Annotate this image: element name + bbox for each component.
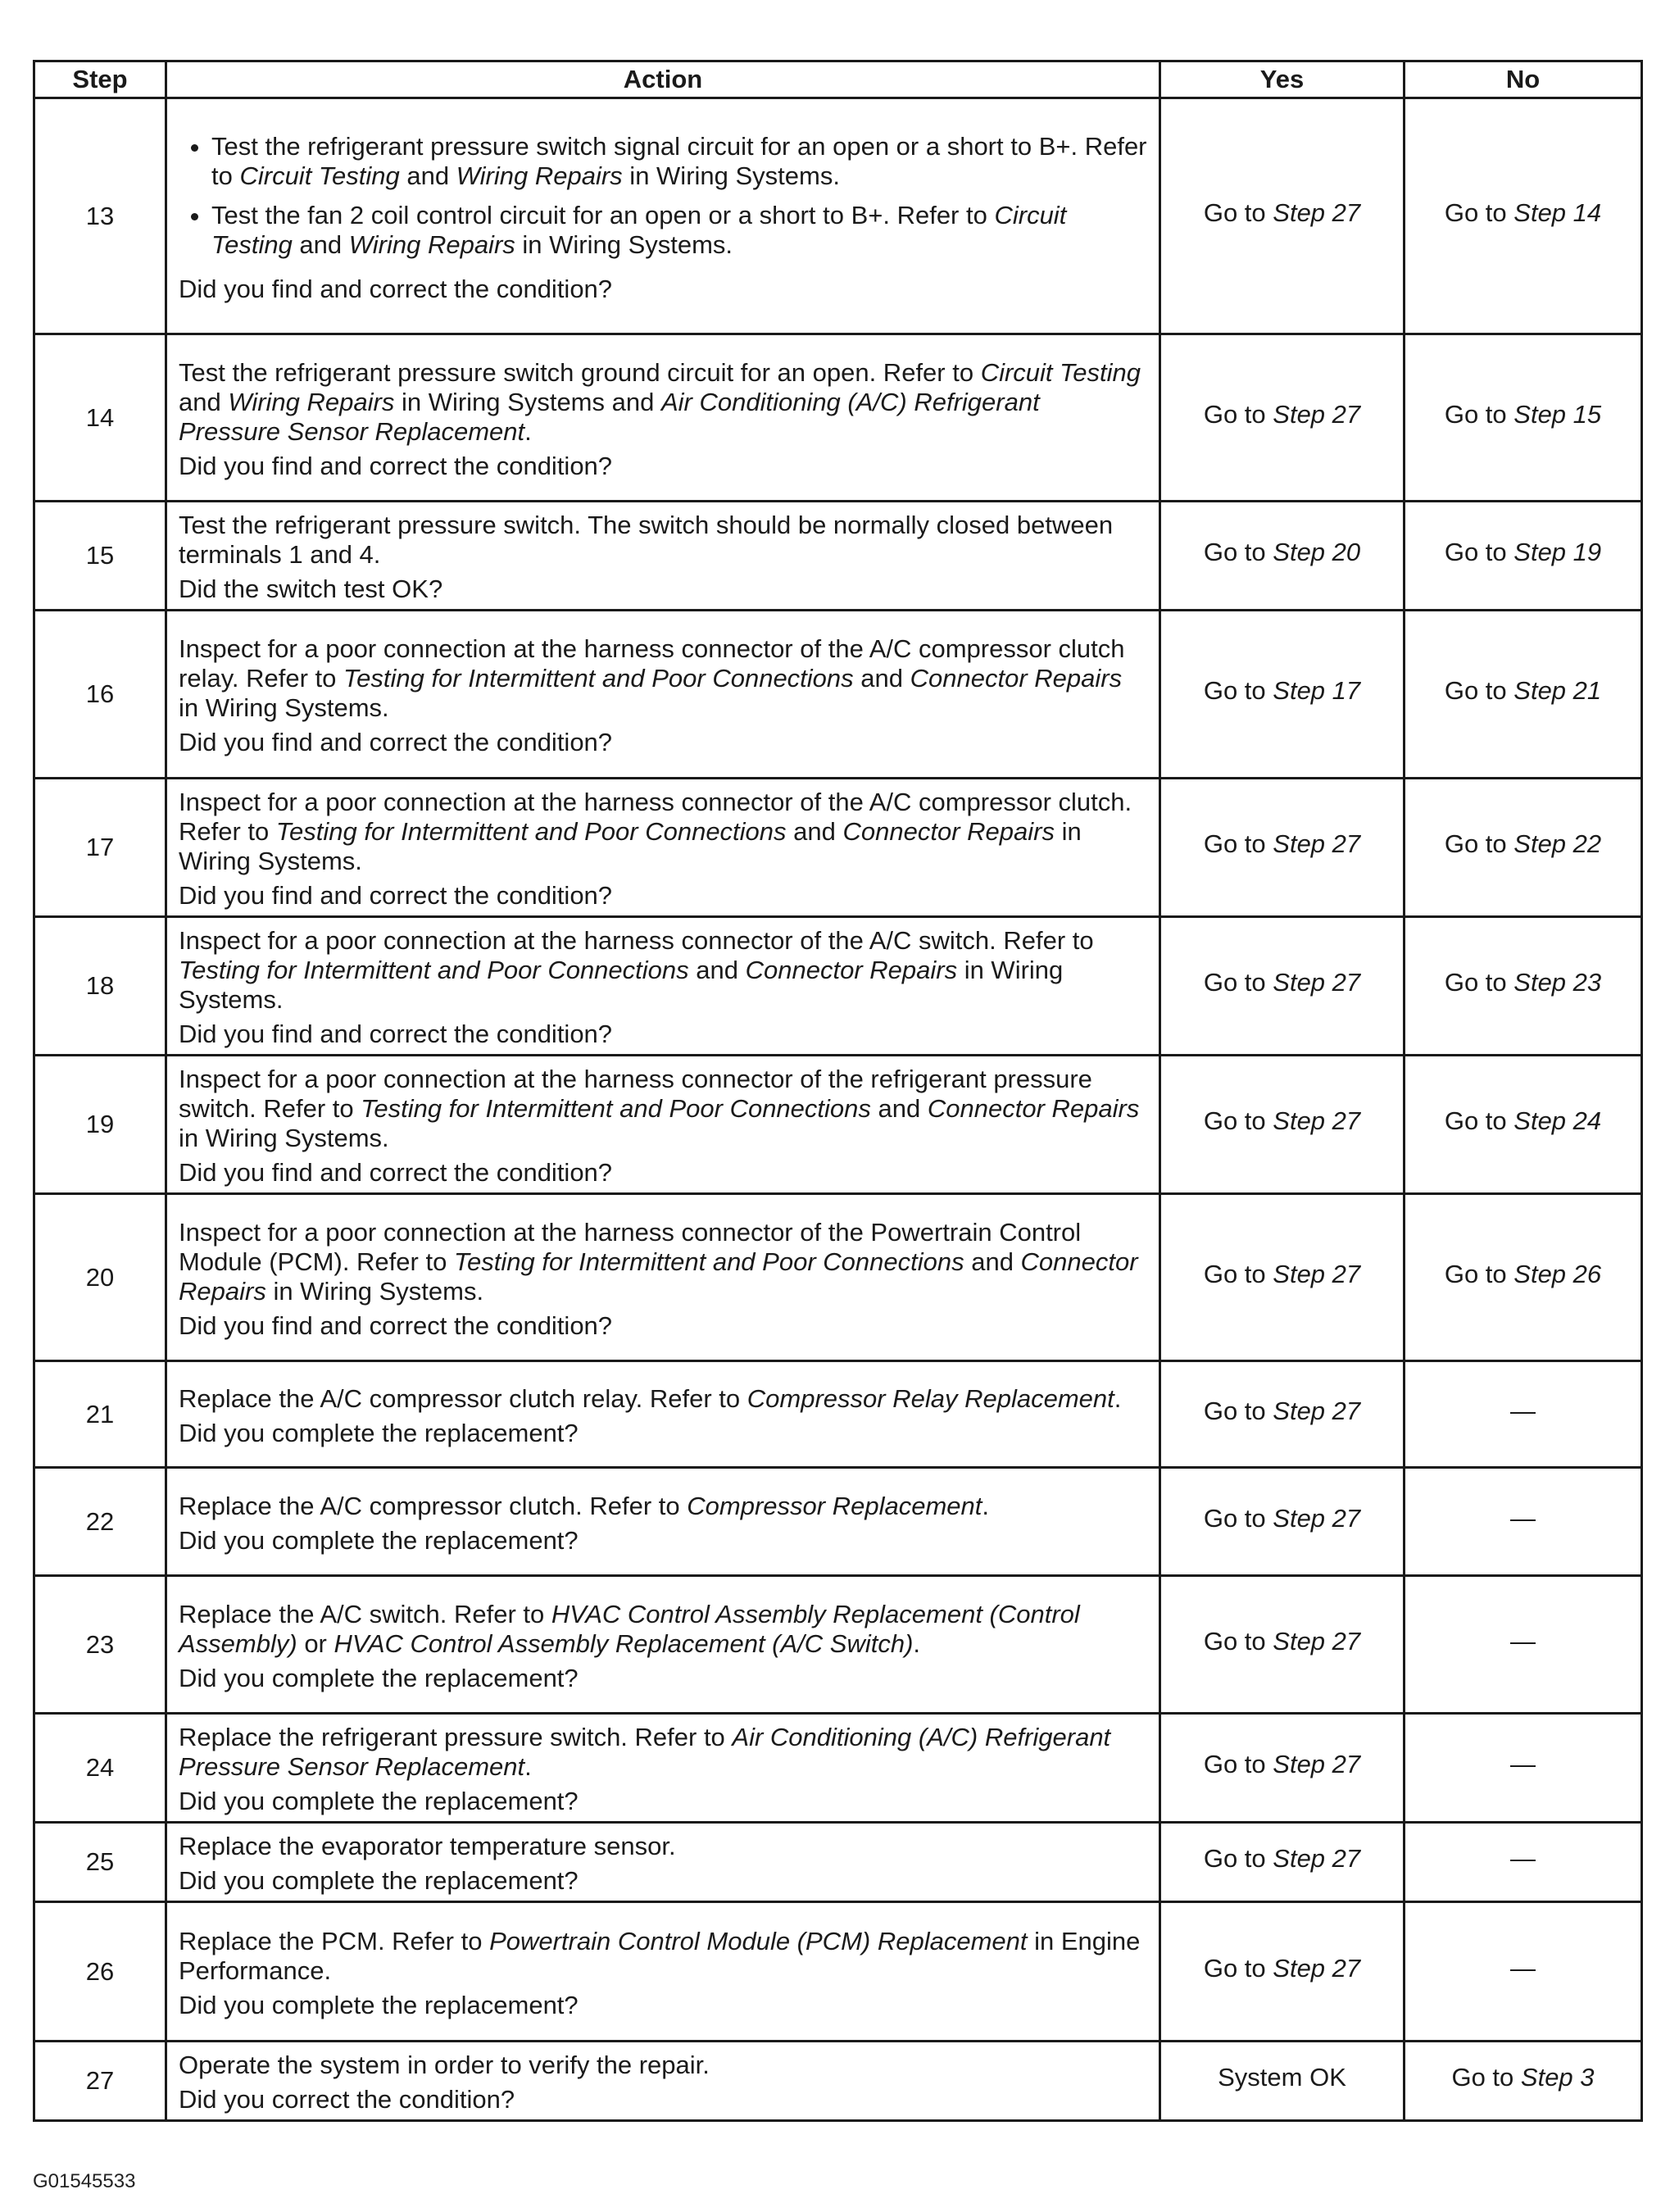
instruction-text: and bbox=[399, 161, 456, 190]
action-question: Did you complete the replacement? bbox=[179, 1787, 579, 1815]
yes-result bbox=[1160, 1468, 1405, 1576]
no-result bbox=[1405, 98, 1642, 334]
yes-result bbox=[1160, 1823, 1405, 1902]
action-instruction bbox=[179, 511, 1147, 570]
instruction-text: Inspect for a poor connection at the harness connector of the A/C compressor clutch. Refer to bbox=[179, 788, 1132, 846]
action-cell bbox=[166, 1576, 1160, 1714]
no-result-text: — bbox=[1510, 1750, 1536, 1778]
instruction-text: in Wiring Systems. bbox=[622, 161, 840, 190]
action-content bbox=[179, 1927, 1147, 2020]
instruction-text: Replace the evaporator temperature sensor. bbox=[179, 1832, 676, 1860]
instruction-text: Inspect for a poor connection at the harness connector of the A/C compressor clutch relay. Refer to bbox=[179, 634, 1125, 693]
no-result-text: Go to bbox=[1444, 399, 1514, 429]
instruction-paragraph bbox=[179, 511, 1147, 570]
instruction-paragraph bbox=[179, 358, 1147, 447]
step-number: 14 bbox=[34, 334, 166, 502]
action-content bbox=[179, 1065, 1147, 1188]
action-question: Did you complete the replacement? bbox=[179, 1418, 579, 1447]
instruction-text: Replace the A/C switch. Refer to bbox=[179, 1599, 551, 1628]
instruction-text: or bbox=[297, 1628, 334, 1658]
table-row bbox=[34, 334, 1642, 502]
yes-result bbox=[1160, 1902, 1405, 2042]
step-reference: Step 21 bbox=[1513, 676, 1602, 705]
instruction-text: Operate the system in order to verify the repair. bbox=[179, 2051, 710, 2079]
no-result bbox=[1405, 1468, 1642, 1576]
step-number: 24 bbox=[34, 1714, 166, 1823]
reference-title: Connector Repairs bbox=[745, 956, 958, 984]
reference-title: HVAC Control Assembly Replacement (A/C Switch) bbox=[334, 1628, 914, 1658]
action-cell bbox=[166, 611, 1160, 779]
header-no: No bbox=[1405, 61, 1642, 98]
reference-title: Connector Repairs bbox=[910, 664, 1123, 693]
no-result bbox=[1405, 1194, 1642, 1361]
action-instruction bbox=[179, 1384, 1147, 1414]
instruction-text: and bbox=[853, 664, 910, 693]
reference-title: Compressor Relay Replacement bbox=[747, 1383, 1114, 1413]
no-result bbox=[1405, 779, 1642, 917]
reference-title: HVAC Control Assembly Replacement (Control Assembly) bbox=[179, 1599, 1080, 1658]
step-number: 26 bbox=[34, 1902, 166, 2042]
reference-title: Air Conditioning (A/C) Refrigerant Pressure Sensor Replacement bbox=[179, 1723, 1111, 1781]
step-number: 13 bbox=[34, 98, 166, 334]
action-content bbox=[179, 1492, 1147, 1556]
action-cell bbox=[166, 502, 1160, 611]
table-row bbox=[34, 2042, 1642, 2121]
no-result bbox=[1405, 1056, 1642, 1194]
no-result-text: Go to bbox=[1451, 2063, 1521, 2092]
table-row bbox=[34, 98, 1642, 334]
action-cell bbox=[166, 1823, 1160, 1902]
no-result-text: Go to bbox=[1444, 1259, 1514, 1288]
no-result bbox=[1405, 917, 1642, 1056]
step-reference: Step 27 bbox=[1273, 968, 1361, 997]
instruction-text: in Wiring Systems and bbox=[394, 387, 661, 416]
instruction-paragraph bbox=[179, 1832, 1147, 1861]
action-cell bbox=[166, 779, 1160, 917]
no-result bbox=[1405, 502, 1642, 611]
diagnostic-table bbox=[33, 60, 1643, 2122]
action-cell bbox=[166, 334, 1160, 502]
step-reference: Step 27 bbox=[1273, 1106, 1361, 1135]
instruction-text: Replace the refrigerant pressure switch. Refer to bbox=[179, 1723, 733, 1751]
yes-result bbox=[1160, 502, 1405, 611]
action-question: Did you find and correct the condition? bbox=[179, 1158, 613, 1187]
action-content bbox=[179, 1600, 1147, 1693]
action-instruction bbox=[179, 358, 1147, 447]
instruction-text: in Wiring Systems. bbox=[179, 817, 1082, 875]
step-reference: Step 19 bbox=[1513, 538, 1602, 566]
instruction-text: and bbox=[964, 1247, 1021, 1276]
instruction-paragraph bbox=[179, 788, 1147, 876]
action-cell bbox=[166, 98, 1160, 334]
no-result bbox=[1405, 1714, 1642, 1823]
action-content bbox=[179, 358, 1147, 481]
action-content bbox=[179, 1384, 1147, 1448]
action-instruction bbox=[179, 1927, 1147, 1986]
instruction-paragraph bbox=[179, 1723, 1147, 1782]
instruction-text: Test the refrigerant pressure switch. The switch should be normally closed between terminals 1 and 4. bbox=[179, 511, 1114, 569]
step-reference: Step 27 bbox=[1273, 1844, 1361, 1873]
action-cell bbox=[166, 917, 1160, 1056]
step-reference: Step 20 bbox=[1273, 538, 1361, 566]
yes-result bbox=[1160, 2042, 1405, 2121]
no-result-text: Go to bbox=[1444, 676, 1514, 705]
instruction-paragraph bbox=[179, 1065, 1147, 1153]
instruction-text: Inspect for a poor connection at the harness connector of the A/C switch. Refer to bbox=[179, 926, 1094, 955]
yes-result-text: Go to bbox=[1203, 1106, 1273, 1135]
action-instruction bbox=[179, 1600, 1147, 1659]
header-step: Step bbox=[34, 61, 166, 98]
action-instruction bbox=[179, 132, 1147, 270]
table-row bbox=[34, 1361, 1642, 1468]
reference-title: Compressor Replacement bbox=[687, 1491, 982, 1520]
table-row bbox=[34, 779, 1642, 917]
step-number: 19 bbox=[34, 1056, 166, 1194]
step-reference: Step 27 bbox=[1273, 1626, 1361, 1656]
action-cell bbox=[166, 1468, 1160, 1576]
instruction-text: and bbox=[786, 817, 843, 846]
bullet-list bbox=[179, 132, 1147, 260]
step-reference: Step 15 bbox=[1513, 399, 1602, 429]
step-reference: Step 27 bbox=[1273, 1396, 1361, 1425]
yes-result bbox=[1160, 779, 1405, 917]
step-number: 16 bbox=[34, 611, 166, 779]
table-row bbox=[34, 502, 1642, 611]
bullet-item bbox=[211, 201, 1147, 260]
no-result-text: — bbox=[1510, 1844, 1536, 1873]
instruction-text: in Wiring Systems. bbox=[179, 956, 1064, 1014]
header-row bbox=[34, 61, 1642, 98]
instruction-paragraph bbox=[179, 1384, 1147, 1414]
action-content bbox=[179, 1832, 1147, 1896]
step-number: 18 bbox=[34, 917, 166, 1056]
action-instruction bbox=[179, 1065, 1147, 1153]
action-cell bbox=[166, 1056, 1160, 1194]
header-yes: Yes bbox=[1160, 61, 1405, 98]
yes-result bbox=[1160, 1056, 1405, 1194]
reference-title: Air Conditioning (A/C) Refrigerant Pressure Sensor Replacement bbox=[179, 387, 1040, 446]
reference-title: Powertrain Control Module (PCM) Replacement bbox=[489, 1926, 1028, 1955]
header-action: Action bbox=[166, 61, 1160, 98]
action-question: Did you find and correct the condition? bbox=[179, 728, 613, 756]
action-content bbox=[179, 788, 1147, 911]
step-reference: Step 26 bbox=[1513, 1259, 1602, 1288]
action-question: Did you find and correct the condition? bbox=[179, 1020, 613, 1048]
yes-result-text: Go to bbox=[1203, 538, 1273, 566]
action-instruction bbox=[179, 1832, 1147, 1861]
instruction-text: . bbox=[913, 1628, 921, 1658]
no-result bbox=[1405, 1823, 1642, 1902]
table-row bbox=[34, 1468, 1642, 1576]
step-reference: Step 27 bbox=[1273, 1503, 1361, 1533]
action-question: Did you complete the replacement? bbox=[179, 1866, 579, 1895]
action-instruction bbox=[179, 634, 1147, 723]
step-reference: Step 17 bbox=[1273, 676, 1361, 705]
no-result-text: — bbox=[1510, 1503, 1536, 1533]
instruction-text: Replace the A/C compressor clutch relay. Refer to bbox=[179, 1383, 747, 1413]
instruction-paragraph bbox=[179, 2051, 1147, 2080]
instruction-text: and bbox=[870, 1094, 928, 1123]
step-number: 15 bbox=[34, 502, 166, 611]
no-result bbox=[1405, 1902, 1642, 2042]
instruction-text: Replace the PCM. Refer to bbox=[179, 1926, 490, 1955]
no-result bbox=[1405, 1361, 1642, 1468]
action-question: Did you find and correct the condition? bbox=[179, 881, 613, 910]
action-instruction bbox=[179, 1492, 1147, 1521]
reference-title: Circuit Testing bbox=[211, 200, 1067, 259]
yes-result-text: Go to bbox=[1203, 829, 1273, 858]
instruction-paragraph bbox=[179, 926, 1147, 1015]
instruction-text: . bbox=[524, 416, 532, 446]
step-number: 21 bbox=[34, 1361, 166, 1468]
no-result-text: Go to bbox=[1444, 968, 1514, 997]
yes-result bbox=[1160, 1714, 1405, 1823]
reference-title: Wiring Repairs bbox=[228, 387, 395, 416]
action-question: Did you find and correct the condition? bbox=[179, 274, 613, 303]
reference-title: Wiring Repairs bbox=[348, 229, 515, 259]
instruction-text: . bbox=[982, 1491, 989, 1520]
no-result-text: — bbox=[1510, 1953, 1536, 1983]
instruction-text: Test the fan 2 coil control circuit for an open or a short to B+. Refer to bbox=[211, 200, 995, 229]
yes-result-text: Go to bbox=[1203, 1396, 1273, 1425]
action-question: Did the switch test OK? bbox=[179, 575, 443, 603]
table-row bbox=[34, 1056, 1642, 1194]
no-result-text: — bbox=[1510, 1626, 1536, 1656]
yes-result-text: Go to bbox=[1203, 1626, 1273, 1656]
instruction-text: in Engine Performance. bbox=[179, 1926, 1141, 1985]
yes-result bbox=[1160, 1576, 1405, 1714]
instruction-text: in Wiring Systems. bbox=[179, 1124, 389, 1152]
action-question: Did you complete the replacement? bbox=[179, 1525, 579, 1555]
yes-result-text: Go to bbox=[1203, 968, 1273, 997]
no-result bbox=[1405, 334, 1642, 502]
instruction-text: Inspect for a poor connection at the harness connector of the refrigerant pressure switch. Refer to bbox=[179, 1065, 1092, 1123]
action-content bbox=[179, 926, 1147, 1049]
reference-title: Testing for Intermittent and Poor Connections bbox=[179, 956, 689, 984]
action-content bbox=[179, 511, 1147, 604]
instruction-text: and bbox=[179, 387, 229, 416]
yes-result bbox=[1160, 1361, 1405, 1468]
table-row bbox=[34, 917, 1642, 1056]
table-row bbox=[34, 1823, 1642, 1902]
action-instruction bbox=[179, 1218, 1147, 1306]
no-result-text: Go to bbox=[1444, 829, 1514, 858]
action-cell bbox=[166, 2042, 1160, 2121]
step-number: 20 bbox=[34, 1194, 166, 1361]
yes-result bbox=[1160, 334, 1405, 502]
step-number: 17 bbox=[34, 779, 166, 917]
instruction-text: and bbox=[688, 956, 746, 984]
action-content bbox=[179, 1218, 1147, 1341]
step-reference: Step 23 bbox=[1513, 968, 1602, 997]
reference-title: Connector Repairs bbox=[927, 1094, 1140, 1123]
reference-title: Testing for Intermittent and Poor Connections bbox=[453, 1247, 964, 1276]
instruction-text: Inspect for a poor connection at the harness connector of the Powertrain Control Module (PCM). Refer to bbox=[179, 1217, 1082, 1276]
action-cell bbox=[166, 1902, 1160, 2042]
instruction-text: in Wiring Systems. bbox=[179, 693, 389, 722]
instruction-text: . bbox=[524, 1752, 532, 1781]
no-result bbox=[1405, 1576, 1642, 1714]
instruction-paragraph bbox=[179, 1492, 1147, 1521]
reference-title: Testing for Intermittent and Poor Connections bbox=[275, 817, 787, 846]
step-number: 22 bbox=[34, 1468, 166, 1576]
instruction-paragraph bbox=[179, 1927, 1147, 1986]
yes-result-text: Go to bbox=[1203, 1503, 1273, 1533]
instruction-paragraph bbox=[179, 1218, 1147, 1306]
step-reference: Step 27 bbox=[1273, 198, 1361, 227]
action-question: Did you correct the condition? bbox=[179, 2085, 515, 2114]
yes-result bbox=[1160, 98, 1405, 334]
step-reference: Step 3 bbox=[1520, 2063, 1595, 2092]
action-instruction bbox=[179, 788, 1147, 876]
action-question: Did you complete the replacement? bbox=[179, 1663, 579, 1692]
instruction-text: Replace the A/C compressor clutch. Refer to bbox=[179, 1491, 688, 1520]
action-instruction bbox=[179, 1723, 1147, 1782]
reference-title: Wiring Repairs bbox=[456, 161, 623, 190]
action-cell bbox=[166, 1194, 1160, 1361]
no-result-text: Go to bbox=[1444, 538, 1514, 566]
action-content bbox=[179, 132, 1147, 304]
yes-result bbox=[1160, 611, 1405, 779]
step-number: 25 bbox=[34, 1823, 166, 1902]
table-body bbox=[34, 98, 1642, 2121]
instruction-text: in Wiring Systems. bbox=[515, 229, 733, 259]
instruction-paragraph bbox=[179, 634, 1147, 723]
table-row bbox=[34, 1714, 1642, 1823]
step-reference: Step 27 bbox=[1273, 1750, 1361, 1778]
yes-result-text: Go to bbox=[1203, 676, 1273, 705]
yes-result-text: Go to bbox=[1203, 1750, 1273, 1778]
table-row bbox=[34, 1194, 1642, 1361]
instruction-text: . bbox=[1114, 1383, 1122, 1413]
bullet-item bbox=[211, 132, 1147, 191]
table-row bbox=[34, 611, 1642, 779]
action-question: Did you find and correct the condition? bbox=[179, 1310, 613, 1340]
instruction-text: Test the refrigerant pressure switch ground circuit for an open. Refer to bbox=[179, 357, 981, 387]
reference-title: Connector Repairs bbox=[842, 817, 1055, 846]
yes-result-text: Go to bbox=[1203, 1844, 1273, 1873]
step-reference: Step 24 bbox=[1513, 1106, 1602, 1135]
step-reference: Step 27 bbox=[1273, 829, 1361, 858]
instruction-text: and bbox=[292, 229, 349, 259]
action-content bbox=[179, 1723, 1147, 1816]
action-instruction bbox=[179, 2051, 1147, 2080]
action-question: Did you find and correct the condition? bbox=[179, 451, 613, 480]
reference-title: Testing for Intermittent and Poor Connections bbox=[361, 1094, 871, 1123]
no-result-text: Go to bbox=[1444, 1106, 1514, 1135]
action-content bbox=[179, 2051, 1147, 2114]
yes-result-text: Go to bbox=[1203, 399, 1273, 429]
action-cell bbox=[166, 1714, 1160, 1823]
step-reference: Step 22 bbox=[1513, 829, 1602, 858]
step-number: 23 bbox=[34, 1576, 166, 1714]
yes-result-text: Go to bbox=[1203, 1953, 1273, 1983]
step-reference: Step 14 bbox=[1513, 198, 1602, 227]
reference-title: Testing for Intermittent and Poor Connections bbox=[343, 664, 854, 693]
reference-title: Circuit Testing bbox=[980, 357, 1141, 387]
figure-code: G01545533 bbox=[33, 2170, 136, 2192]
action-cell bbox=[166, 1361, 1160, 1468]
table-row bbox=[34, 1576, 1642, 1714]
step-reference: Step 27 bbox=[1273, 399, 1361, 429]
no-result-text: — bbox=[1510, 1396, 1536, 1425]
no-result bbox=[1405, 2042, 1642, 2121]
step-reference: Step 27 bbox=[1273, 1259, 1361, 1288]
yes-result bbox=[1160, 917, 1405, 1056]
table-row bbox=[34, 1902, 1642, 2042]
step-reference: Step 27 bbox=[1273, 1953, 1361, 1983]
reference-title: Connector Repairs bbox=[179, 1247, 1138, 1306]
instruction-text: in Wiring Systems. bbox=[265, 1276, 484, 1306]
yes-result-text: Go to bbox=[1203, 1259, 1273, 1288]
no-result-text: Go to bbox=[1444, 198, 1514, 227]
yes-result bbox=[1160, 1194, 1405, 1361]
instruction-paragraph bbox=[179, 1600, 1147, 1659]
yes-result-text: Go to bbox=[1203, 198, 1273, 227]
action-instruction bbox=[179, 926, 1147, 1015]
yes-result-text: System OK bbox=[1218, 2063, 1346, 2092]
action-content bbox=[179, 634, 1147, 757]
reference-title: Circuit Testing bbox=[239, 161, 400, 190]
no-result bbox=[1405, 611, 1642, 779]
action-question: Did you complete the replacement? bbox=[179, 1990, 579, 2019]
step-number: 27 bbox=[34, 2042, 166, 2121]
instruction-text: Test the refrigerant pressure switch signal circuit for an open or a short to B+. Refer to bbox=[211, 131, 1147, 190]
